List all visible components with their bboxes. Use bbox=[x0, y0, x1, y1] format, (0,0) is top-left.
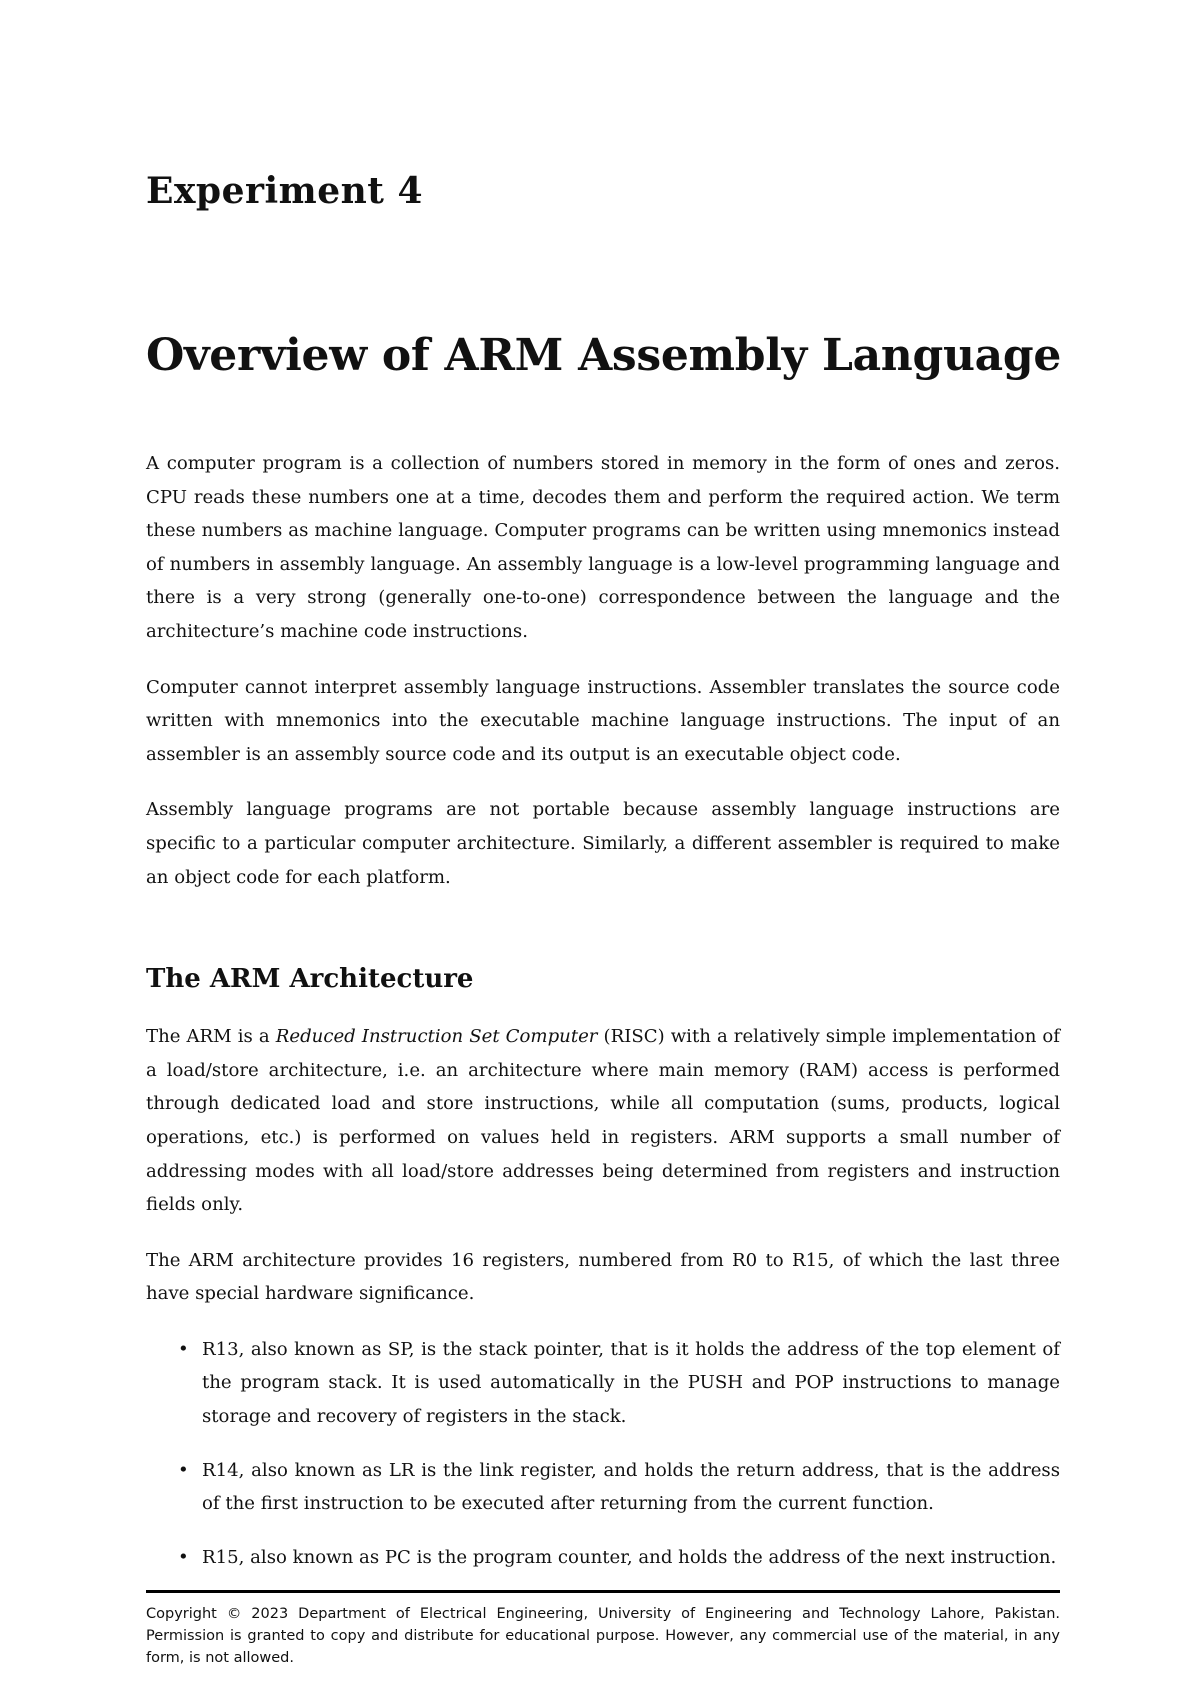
section-paragraph-2: The ARM architecture provides 16 registers, numbered from R0 to R15, of which the last three have special hardware significance. bbox=[146, 1249, 1060, 1305]
page-content bbox=[146, 170, 1060, 1594]
section-paragraph-1-lead: The ARM is a bbox=[146, 1026, 276, 1048]
list-item-text: R13, also known as SP, is the stack pointer, that is it holds the address of the top element of the program stack. It is used automatically in the PUSH and POP instructions to manage storage and recovery of registers in the stack. bbox=[202, 1338, 1060, 1428]
bullet-icon: • bbox=[178, 1338, 189, 1360]
intro-paragraph-2: Computer cannot interpret assembly language instructions. Assembler translates the source code written with mnemonics into the executable machine language instructions. The input of an assembler is an assembly source code and its output is an executable object code. bbox=[146, 676, 1060, 765]
list-item bbox=[146, 1454, 1060, 1521]
section-paragraph-1 bbox=[146, 1020, 1060, 1222]
intro-paragraph-3: Assembly language programs are not portable because assembly language instructions are specific to a particular computer architecture. Similarly, a different assembler is required to make an object code for each platform. bbox=[146, 799, 1060, 888]
list-item bbox=[146, 1541, 1060, 1575]
list-item-text: R14, also known as LR is the link register, and holds the return address, that is the address of the first instruction to be executed after returning from the current function. bbox=[202, 1459, 1060, 1515]
list-item bbox=[146, 1333, 1060, 1434]
intro-paragraph-1: A computer program is a collection of numbers stored in memory in the form of ones and zeros. CPU reads these numbers one at a time, decodes them and perform the required action. We term these numbers as machine language. Computer programs can be written using mnemonics instead of numbers in assembly language. An assembly language is a low-level programming language and there is a very strong (generally one-to-one) correspondence between the language and the architecture’s machine code instructions. bbox=[146, 453, 1060, 642]
register-list bbox=[146, 1333, 1060, 1575]
bullet-icon: • bbox=[178, 1459, 189, 1481]
copyright-footer: Copyright © 2023 Department of Electrical Engineering, University of Engineering and Technology Lahore, Pakistan. Permission is granted to copy and distribute for educational purpose. However, any commercial use of the material, in any form, is not allowed. bbox=[146, 1590, 1060, 1669]
section-heading: The ARM Architecture bbox=[146, 964, 474, 995]
section-paragraph-1-rest: (RISC) with a relatively simple implementation of a load/store architecture, i.e. an architecture where main memory (RAM) access is performed through dedicated load and store instructions, while all computation (sums, products, logical operations, etc.) is performed on values held in registers. ARM supports a small number of addressing modes with all load/store addresses being determined from registers and instruction fields only. bbox=[146, 1026, 1061, 1216]
list-item-text: R15, also known as PC is the program counter, and holds the address of the next instruction. bbox=[202, 1546, 1057, 1568]
page-title: Overview of ARM Assembly Language bbox=[146, 330, 1062, 381]
risc-term: Reduced Instruction Set Computer bbox=[275, 1026, 598, 1048]
bullet-icon: • bbox=[178, 1546, 189, 1568]
experiment-label: Experiment 4 bbox=[146, 170, 424, 212]
